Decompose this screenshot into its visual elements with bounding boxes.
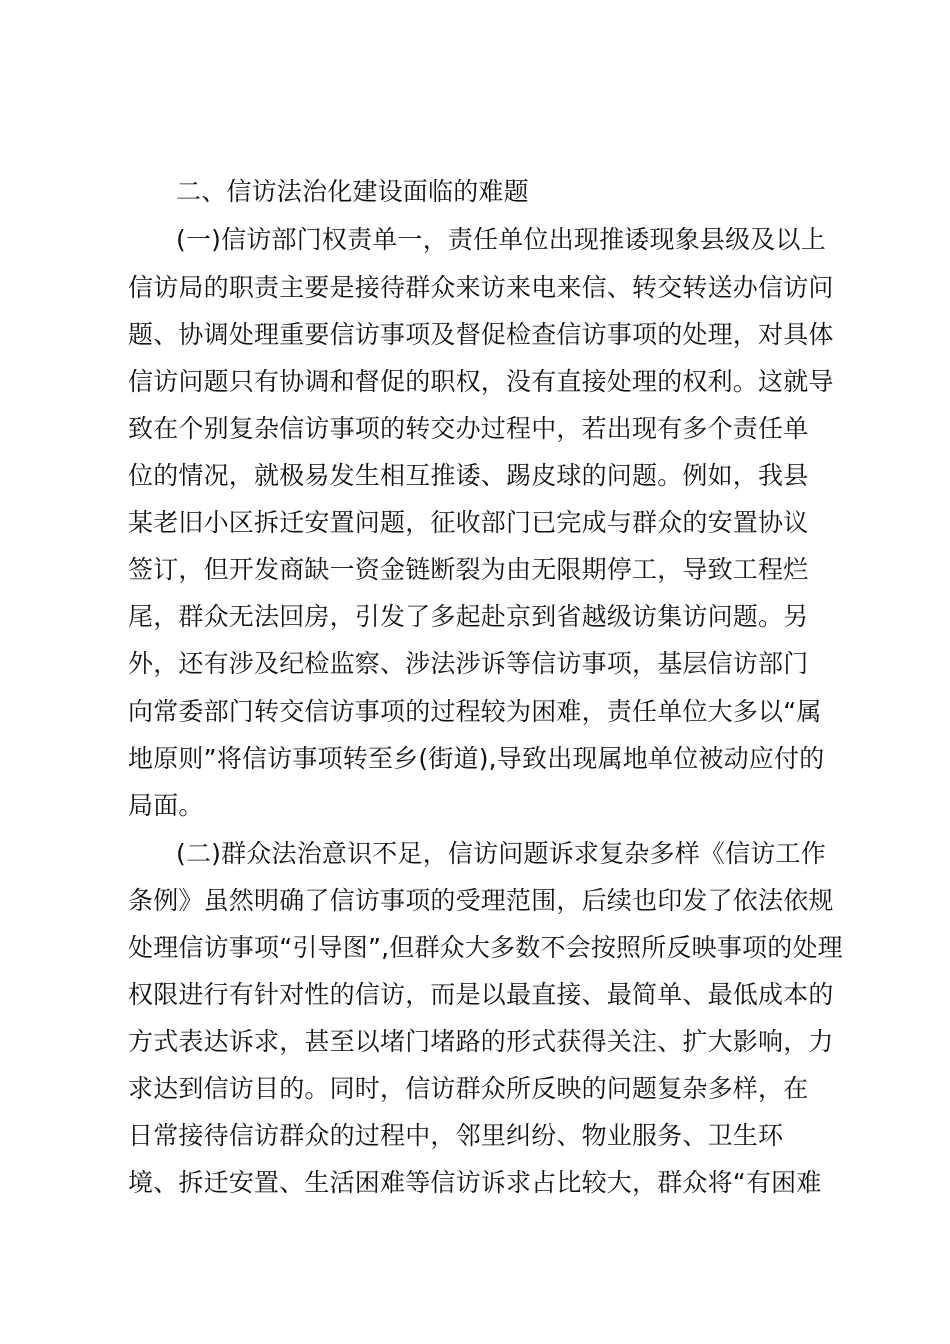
paragraph-line: (二)群众法治意识不足，信访问题诉求复杂多样《信访工作 bbox=[176, 839, 826, 868]
paragraph-line: 求达到信访目的。同时，信访群众所反映的问题复杂多样，在 bbox=[128, 1074, 809, 1103]
section-heading: 二、信访法治化建设面临的难题 bbox=[176, 177, 529, 206]
paragraph-line: 局面。 bbox=[128, 791, 204, 820]
paragraph-line: 方式表达诉求，甚至以堵门堵路的形式获得关注、扩大影响，力 bbox=[128, 1027, 834, 1056]
paragraph-line: 处理信访事项“引导图”,但群众大多数不会按照所反映事项的处理 bbox=[128, 933, 843, 962]
paragraph-line: 致在个别复杂信访事项的转交办过程中，若出现有多个责任单 bbox=[128, 414, 809, 443]
paragraph-line: 信访问题只有协调和督促的职权，没有直接处理的权利。这就导 bbox=[128, 367, 834, 396]
paragraph-line: 向常委部门转交信访事项的过程较为困难，责任单位大多以“属 bbox=[128, 697, 822, 726]
paragraph-line: 权限进行有针对性的信访，而是以最直接、最简单、最低成本的 bbox=[128, 980, 834, 1009]
paragraph-line: 位的情况，就极易发生相互推诿、踢皮球的问题。例如，我县 bbox=[128, 461, 809, 490]
paragraph-line: 尾，群众无法回房，引发了多起赴京到省越级访集访问题。另 bbox=[128, 602, 809, 631]
paragraph-line: 日常接待信访群众的过程中，邻里纠纷、物业服务、卫生环 bbox=[128, 1121, 784, 1150]
paragraph-line: 某老旧小区拆迁安置问题，征收部门已完成与群众的安置协议 bbox=[128, 508, 809, 537]
paragraph-line: 签订，但开发商缺一资金链断裂为由无限期停工，导致工程烂 bbox=[128, 555, 809, 584]
paragraph-line: 外，还有涉及纪检监察、涉法涉诉等信访事项，基层信访部门 bbox=[128, 649, 809, 678]
paragraph-line: 信访局的职责主要是接待群众来访来电来信、转交转送办信访问 bbox=[128, 273, 834, 302]
paragraph-line: (一)信访部门权责单一，责任单位出现推诿现象县级及以上 bbox=[176, 225, 826, 254]
paragraph-line: 题、协调处理重要信访事项及督促检查信访事项的处理，对具体 bbox=[128, 320, 834, 349]
paragraph-line: 条例》虽然明确了信访事项的受理范围，后续也印发了依法依规 bbox=[128, 886, 834, 915]
paragraph-line: 地原则”将信访事项转至乡(街道),导致出现属地单位被动应付的 bbox=[128, 744, 825, 773]
paragraph-line: 境、拆迁安置、生活困难等信访诉求占比较大，群众将“有困难 bbox=[128, 1168, 822, 1197]
